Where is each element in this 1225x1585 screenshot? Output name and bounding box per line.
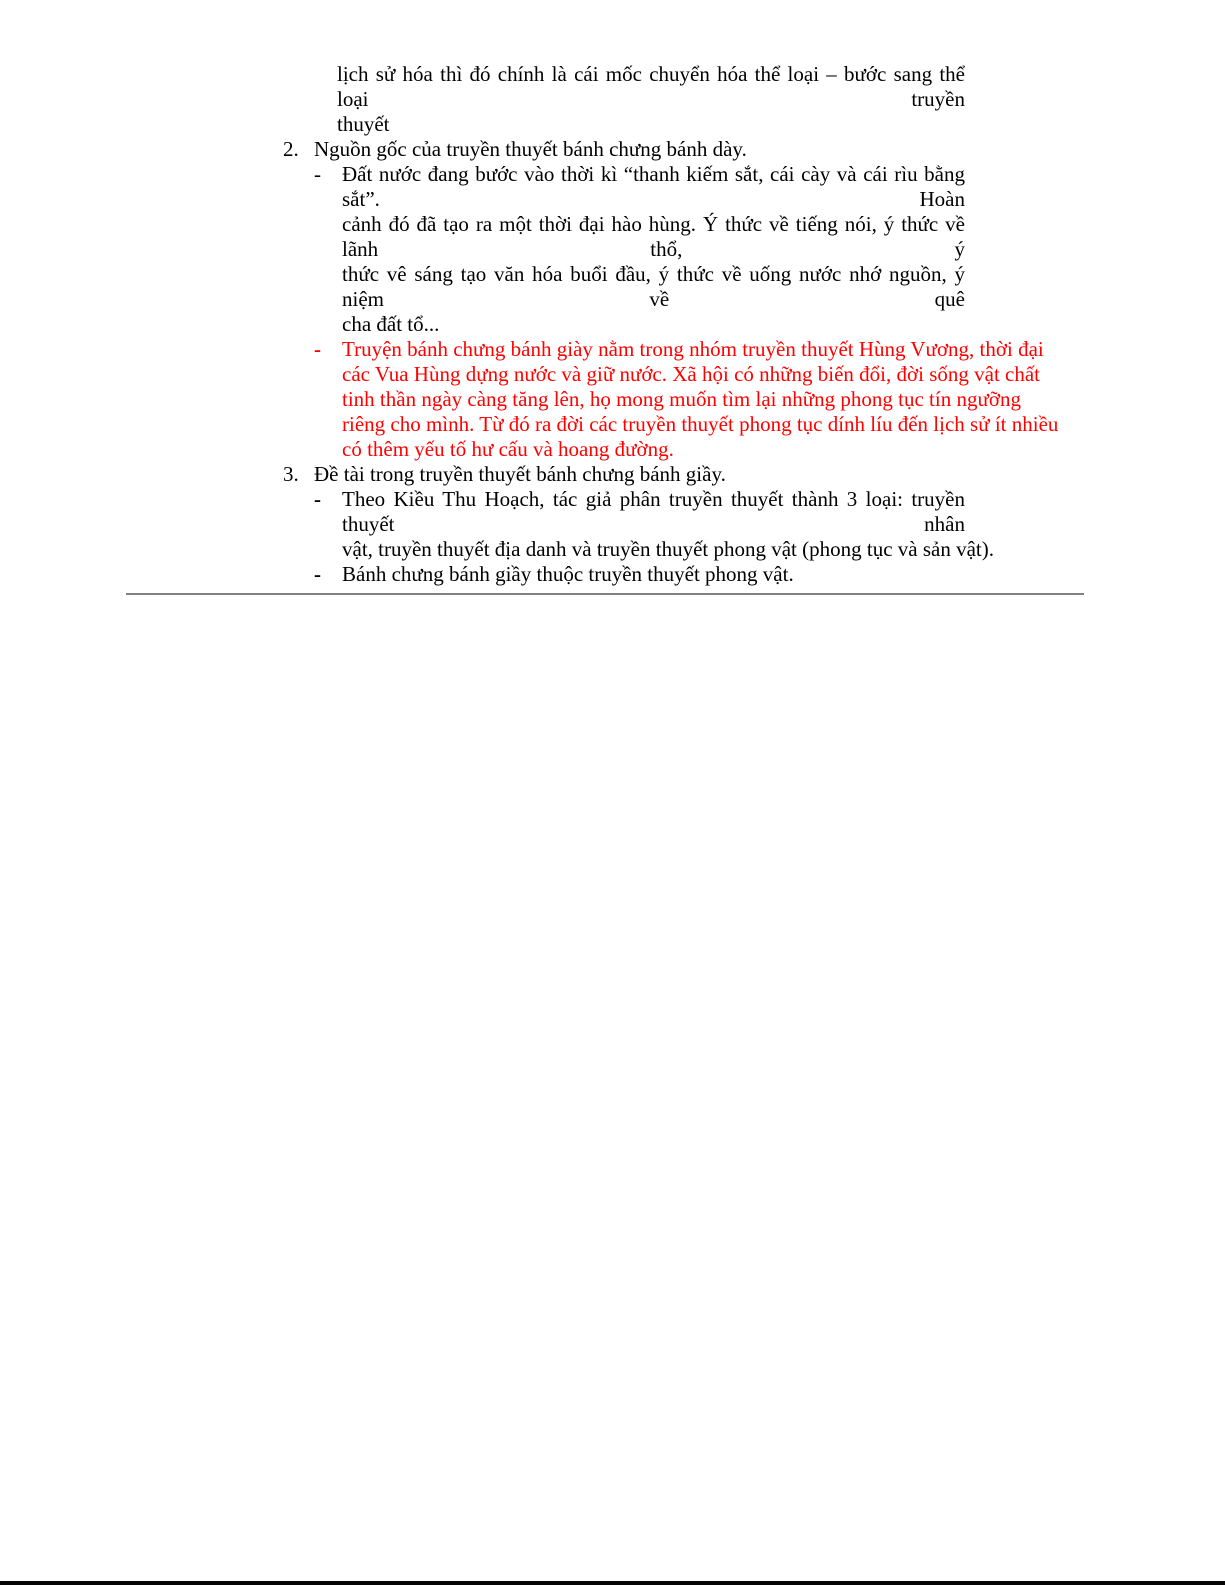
- bullet-paragraph: [314, 337, 1059, 462]
- text-line: các Vua Hùng dựng nước và giữ nước. Xã hội có những biến đổi, đời sống vật chất: [342, 362, 1041, 386]
- text-line: cha đất tổ...: [342, 312, 440, 336]
- text-line: Theo Kiều Thu Hoạch, tác giả phân truyền thuyết thành 3 loại: truyền thuyết nhân: [342, 487, 965, 536]
- bullet-text: [342, 162, 965, 337]
- text-line: Bánh chưng bánh giầy thuộc truyền thuyết phong vật.: [342, 562, 794, 586]
- text-line: thuyết: [337, 112, 390, 136]
- document-text-block: [281, 62, 1059, 587]
- list-item-title: Nguồn gốc của truyền thuyết bánh chưng bánh dày.: [314, 137, 747, 161]
- text-line: có thêm yếu tố hư cấu và hoang đường.: [342, 437, 674, 461]
- intro-paragraph: [337, 62, 965, 137]
- bullet-text: [342, 562, 965, 587]
- bullet-text: [342, 337, 1059, 462]
- text-line: tinh thần ngày càng tăng lên, họ mong muốn tìm lại những phong tục tín ngưỡng: [342, 387, 1021, 411]
- text-line: riêng cho mình. Từ đó ra đời các truyền thuyết phong tục dính líu đến lịch sử ít nhiều: [342, 412, 1059, 436]
- text-line: lịch sử hóa thì đó chính là cái mốc chuyển hóa thể loại – bước sang thể loại truyền: [337, 62, 965, 111]
- list-item-head: [281, 462, 965, 487]
- bullet-paragraph: [314, 562, 965, 587]
- bullet-paragraph: [314, 487, 994, 562]
- horizontal-divider: [126, 593, 1084, 595]
- text-line: cảnh đó đã tạo ra một thời đại hào hùng. Ý thức về tiếng nói, ý thức về lãnh thổ, ý: [342, 212, 965, 261]
- text-line: thức vê sáng tạo văn hóa buổi đầu, ý thức về uống nước nhớ nguồn, ý niệm về quê: [342, 262, 965, 311]
- bullet-paragraph: [314, 162, 965, 337]
- text-line: Truyện bánh chưng bánh giày nằm trong nhóm truyền thuyết Hùng Vương, thời đại: [342, 337, 1044, 361]
- list-item-head: [281, 137, 965, 162]
- bullet-dash-marker: -: [314, 337, 321, 361]
- bullet-dash-marker: -: [314, 487, 321, 511]
- text-line: vật, truyền thuyết địa danh và truyền thuyết phong vật (phong tục và sản vật).: [342, 537, 994, 561]
- list-item-title: Đề tài trong truyền thuyết bánh chưng bánh giầy.: [314, 462, 726, 486]
- bullet-text: [342, 487, 994, 562]
- text-line: Đất nước đang bước vào thời kì “thanh kiếm sắt, cái cày và cái rìu bằng sắt”. Hoàn: [342, 162, 965, 211]
- list-item-number: 2.: [283, 137, 299, 161]
- bullet-dash-marker: -: [314, 162, 321, 186]
- bullet-dash-marker: -: [314, 562, 321, 586]
- list-item-number: 3.: [283, 462, 299, 486]
- page-bottom-edge-bar: [0, 1581, 1225, 1585]
